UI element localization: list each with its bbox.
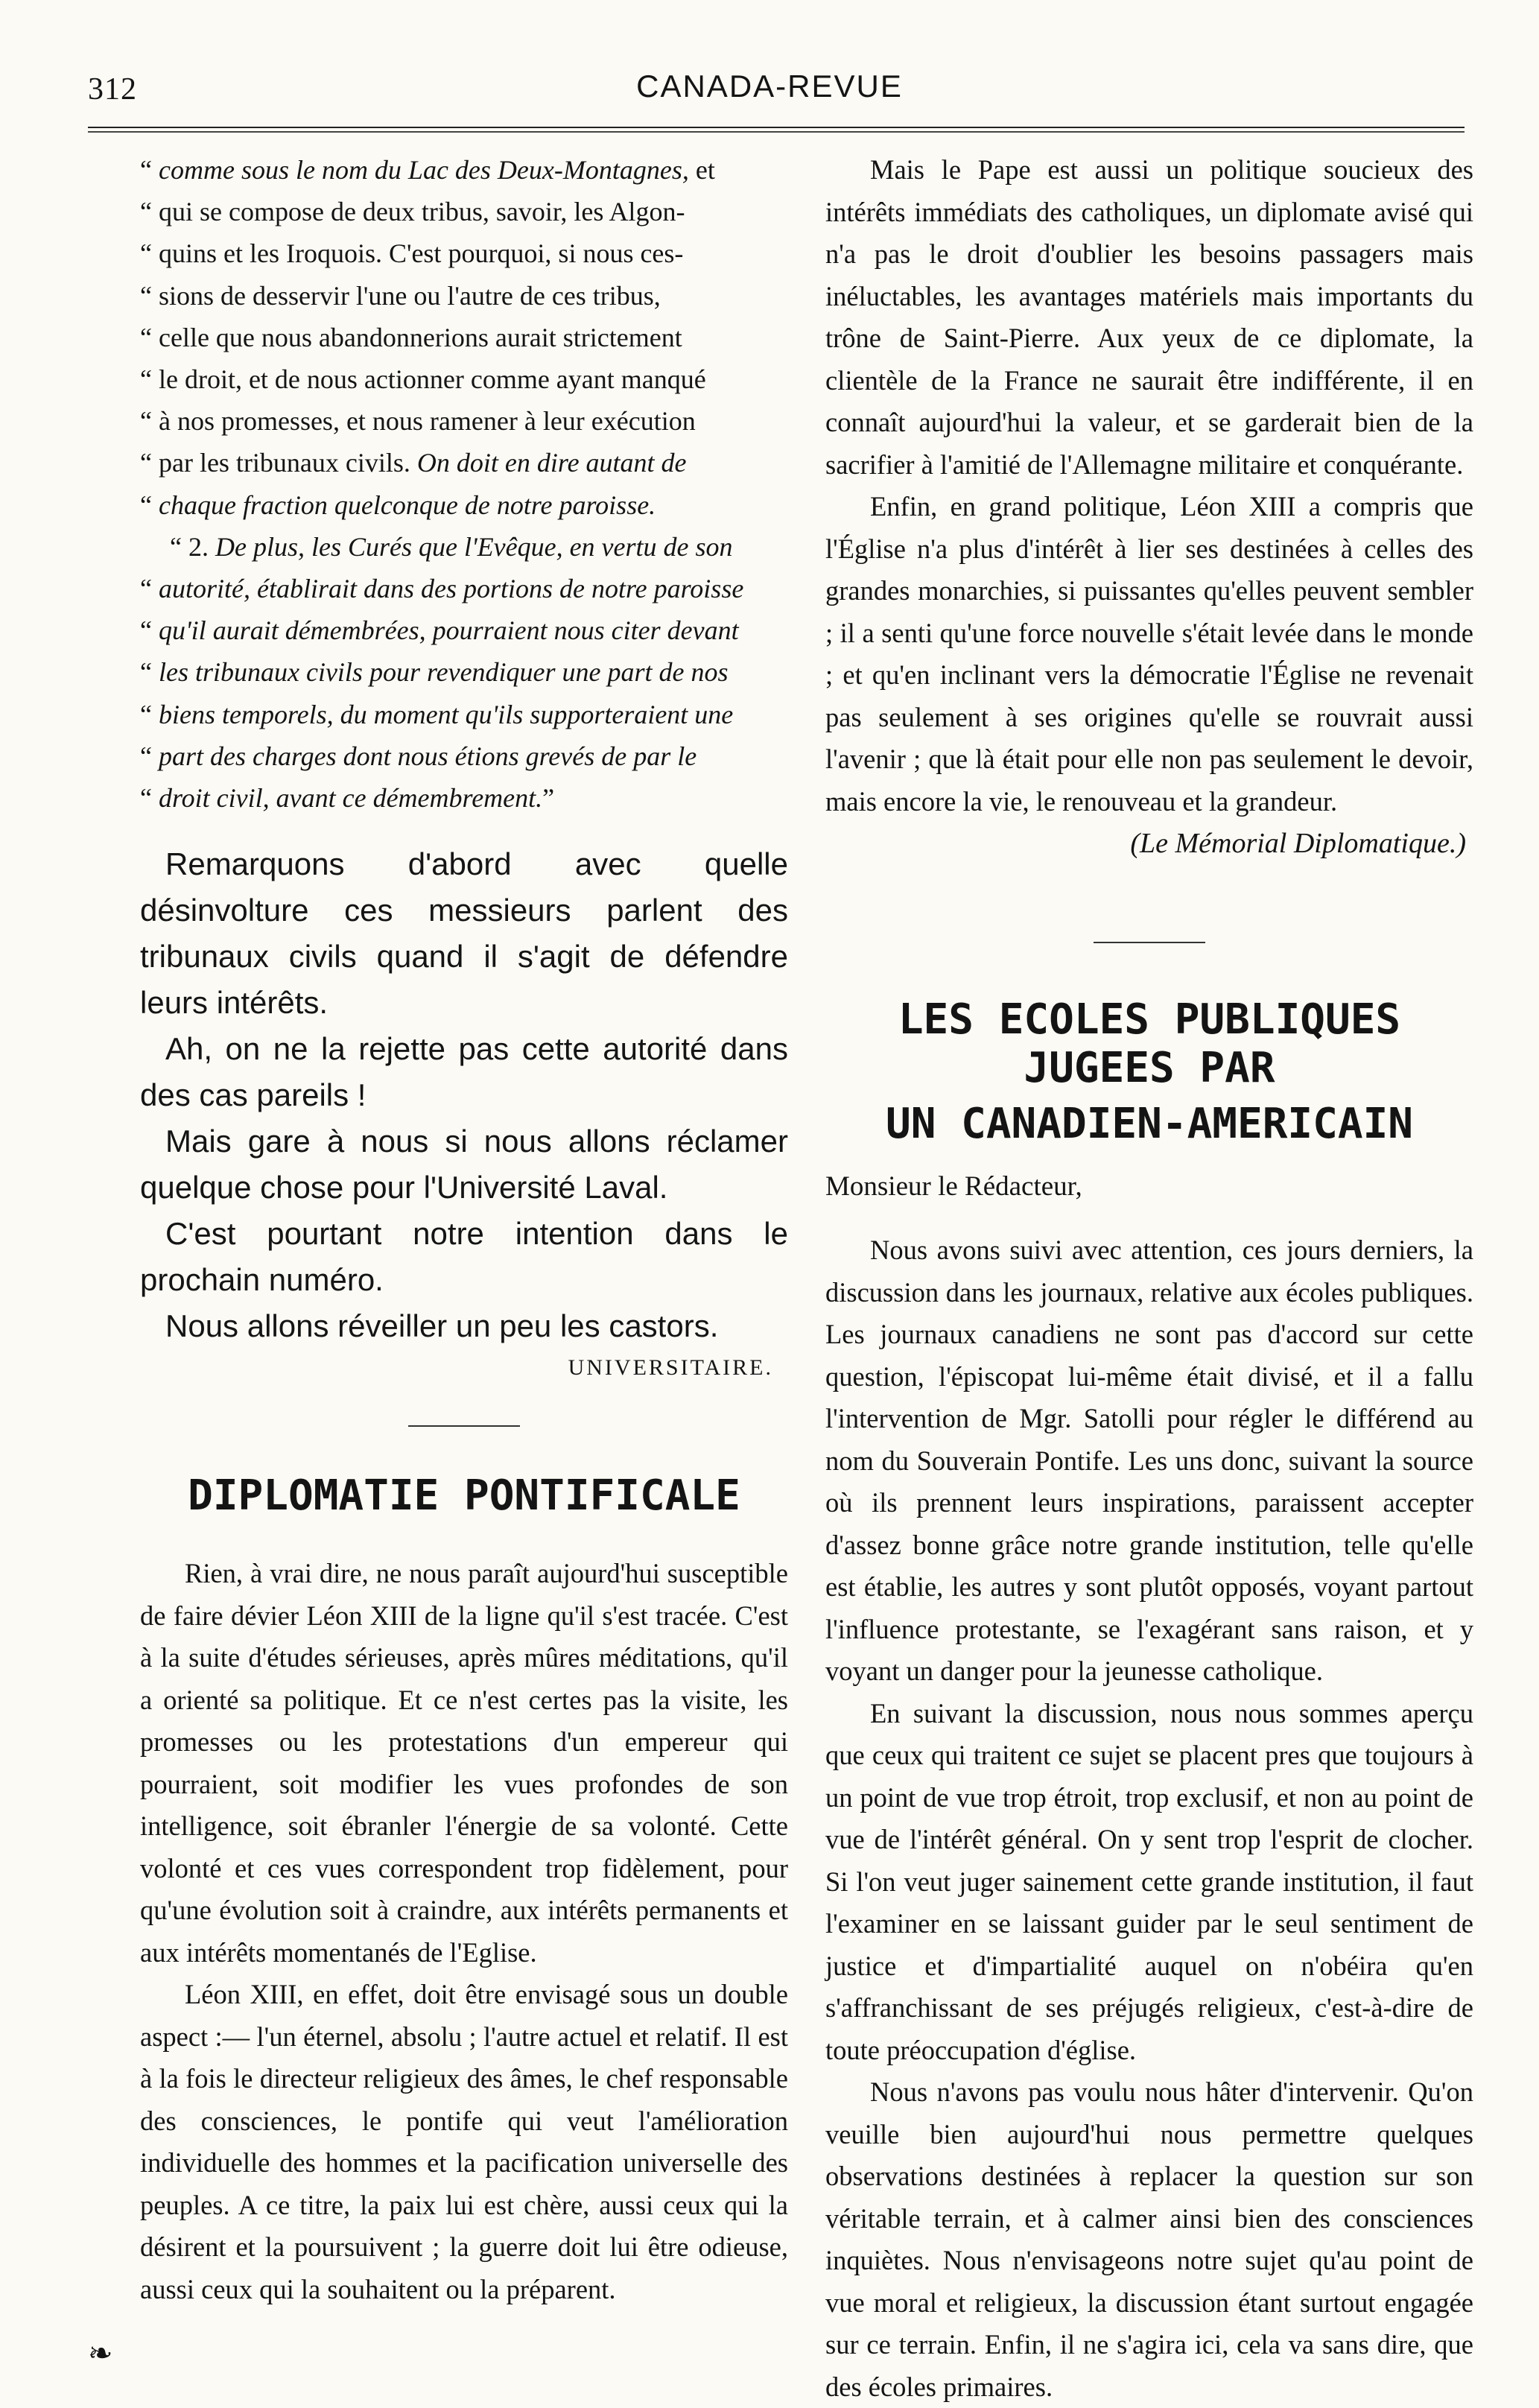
- printer-ornament-icon: ❧: [88, 2336, 113, 2370]
- paragraph: Nous n'avons pas voulu nous hâter d'intervenir. Qu'on veuille bien aujourd'hui nous permettre quelques observations destinées à replacer la question sur son véritable terrain, et à calmer ainsi bien des consciences inquiètes. Nous n'envisageons notre sujet qu'au point de vue moral et religieux, la discussion étant surtout engagée sur ce terrain. Enfin, il ne s'agira ici, cela va sans dire, que des écoles primaires.: [825, 2076, 1473, 2402]
- paragraph: Enfin, en grand politique, Léon XIII a compris que l'Église n'a plus d'intérêt à lier ses destinées à celles des grandes monarchies, si puissantes qu'elles peuvent sembler ; il a senti qu'une force nouvelle s'était levée dans le monde ; et qu'en inclinant vers la démocratie l'Église ne revenait pas seulement à ses origines qu'elle se rouvrait aussi l'avenir ; que là était pour elle non pas seulement le devoir, mais encore la vie, le renouveau et la grandeur.: [825, 491, 1473, 817]
- article-continuation: [825, 149, 1473, 823]
- signature: UNIVERSITAIRE.: [568, 1355, 773, 1381]
- paragraph: En suivant la discussion, nous nous sommes aperçu que ceux qui traitent ce sujet se placent pres que toujours à un point de vue trop étroit, trop exclusif, et non au point de vue de l'intérêt général. On y sent trop l'esprit de clocher. Si l'on veut juger sainement cette grande institution, il faut l'examiner en se laissant guider par le seul sentiment de justice et d'impartialité auquel on n'obéira qu'en s'affranchissant de ses préjugés religieux, c'est-à-dire de toute préoccupation d'église.: [825, 1697, 1473, 2065]
- quote-line: “ sions de desservir l'une ou l'autre de ces tribus,: [140, 280, 661, 311]
- paragraph: Mais gare à nous si nous allons réclamer quelque chose pour l'Université Laval.: [140, 1124, 788, 1205]
- left-column: [140, 149, 788, 2310]
- quote-line: “ part des charges dont nous étions grevés de par le: [140, 741, 697, 771]
- paragraph: Mais le Pape est aussi un politique soucieux des intérêts immédiats des catholiques, un diplomate avisé qui n'a pas le droit d'oublier les besoins passagers mais inéluctables, les avantages matériels mais importants du trône de Saint-Pierre. Aux yeux de ce diplomate, la clientèle de la France ne saurait être indifférente, il en connaît aujourd'hui la valeur, et se garderait bien de la sacrifier à l'amitié de l'Allemagne militaire et conquérante.: [825, 154, 1473, 480]
- paragraph: Nous avons suivi avec attention, ces jours derniers, la discussion dans les journaux, relative aux écoles publiques. Les journaux canadiens ne sont pas d'accord sur cette question, l'épiscopat lui-même était divisé, et il a fallu l'intervention de Mgr. Satolli pour régler le différend au nom du Souverain Pontife. Les uns donc, suivant la source où ils prennent leurs inspirations, paraissent accepter d'assez bonne grâce notre grande institution, telle qu'elle est établie, les autres y sont plutôt opposés, voyant partout l'influence protestante, se l'exagérant sans raison, et y voyant un danger pour la jeunesse catholique.: [825, 1235, 1473, 1686]
- article-body: [825, 1229, 1473, 2408]
- paragraph: Rien, à vrai dire, ne nous paraît aujourd'hui susceptible de faire dévier Léon XIII de la ligne qu'il s'est tracée. C'est à la suite d'études sérieuses, après mûres méditations, qu'il a orienté sa politique. Et ce n'est certes pas la visite, les promesses ou les protestations d'un empereur qui pourraient, soit modifier les vues profondes de son intelligence, soit ébranler l'énergie de sa volonté. Cette volonté et ces vues correspondent trop fidèlement, pour qu'une évolution soit à craindre, aux intérêts permanents et aux intérêts momentanés de l'Eglise.: [140, 1558, 788, 1968]
- paragraph: C'est pourtant notre intention dans le prochain numéro.: [140, 1216, 788, 1298]
- header-rule: [88, 127, 1465, 133]
- paragraph: Léon XIII, en effet, doit être envisagé sous un double aspect :— l'un éternel, absolu ; l'autre actuel et relatif. Il est à la fois le directeur religieux des âmes, le chef responsable des consciences, le pontife qui veut l'amélioration individuelle des hommes et la pacification universelle des peuples. A ce titre, la paix lui est chère, aussi ceux qui la désirent et la poursuivent ; la guerre doit lui être odieuse, aussi ceux qui la souhaitent ou la préparent.: [140, 1979, 788, 2304]
- quote-line: “ droit civil, avant ce démembrement.”: [140, 783, 555, 814]
- paragraph: Remarquons d'abord avec quelle désinvolture ces messieurs parlent des tribunaux civils quand il s'agit de défendre leurs intérêts.: [140, 846, 788, 1021]
- quote-line: “ les tribunaux civils pour revendiquer une part de nos: [140, 657, 729, 688]
- running-title: CANADA-REVUE: [636, 69, 903, 104]
- quoted-passage: [140, 149, 788, 819]
- quote-line: “ 2. De plus, les Curés que l'Evêque, en vertu de son: [170, 531, 733, 562]
- section-separator: [1094, 942, 1205, 943]
- paragraph: Ah, on ne la rejette pas cette autorité dans des cas pareils !: [140, 1031, 788, 1113]
- section-title-line2: UN CANADIEN-AMERICAIN: [885, 1100, 1413, 1148]
- section-title: LES ECOLES PUBLIQUES JUGEES PAR: [898, 995, 1401, 1092]
- quote-line: “ par les tribunaux civils. On doit en dire autant de: [140, 448, 687, 478]
- source-attribution: (Le Mémorial Diplomatique.): [1130, 828, 1466, 859]
- section-separator: [408, 1425, 520, 1427]
- greeting: Monsieur le Rédacteur,: [825, 1171, 1082, 1202]
- quote-line: “ qu'il aurait démembrées, pourraient nous citer devant: [140, 615, 739, 646]
- quote-line: “ celle que nous abandonnerions aurait strictement: [140, 322, 682, 352]
- paragraph: Nous allons réveiller un peu les castors.: [165, 1308, 719, 1344]
- quote-line: “ comme sous le nom du Lac des Deux-Montagnes, et: [140, 155, 715, 185]
- page-header: [0, 0, 1539, 149]
- quote-line: “ le droit, et de nous actionner comme ayant manqué: [140, 364, 706, 395]
- commentary: [140, 841, 788, 1349]
- page-number: 312: [88, 72, 137, 107]
- quote-line: “ autorité, établirait dans des portions de notre paroisse: [140, 574, 744, 604]
- quote-line: “ quins et les Iroquois. C'est pourquoi, si nous ces-: [140, 238, 684, 269]
- quote-line: “ biens temporels, du moment qu'ils supporteraient une: [140, 699, 734, 729]
- article-body: [140, 1553, 788, 2310]
- quote-line: “ chaque fraction quelconque de notre paroisse.: [140, 489, 656, 520]
- quote-line: “ qui se compose de deux tribus, savoir, les Algon-: [140, 197, 685, 227]
- section-title: DIPLOMATIE PONTIFICALE: [188, 1471, 740, 1521]
- right-column: [825, 149, 1473, 2408]
- quote-line: “ à nos promesses, et nous ramener à leur exécution: [140, 406, 696, 437]
